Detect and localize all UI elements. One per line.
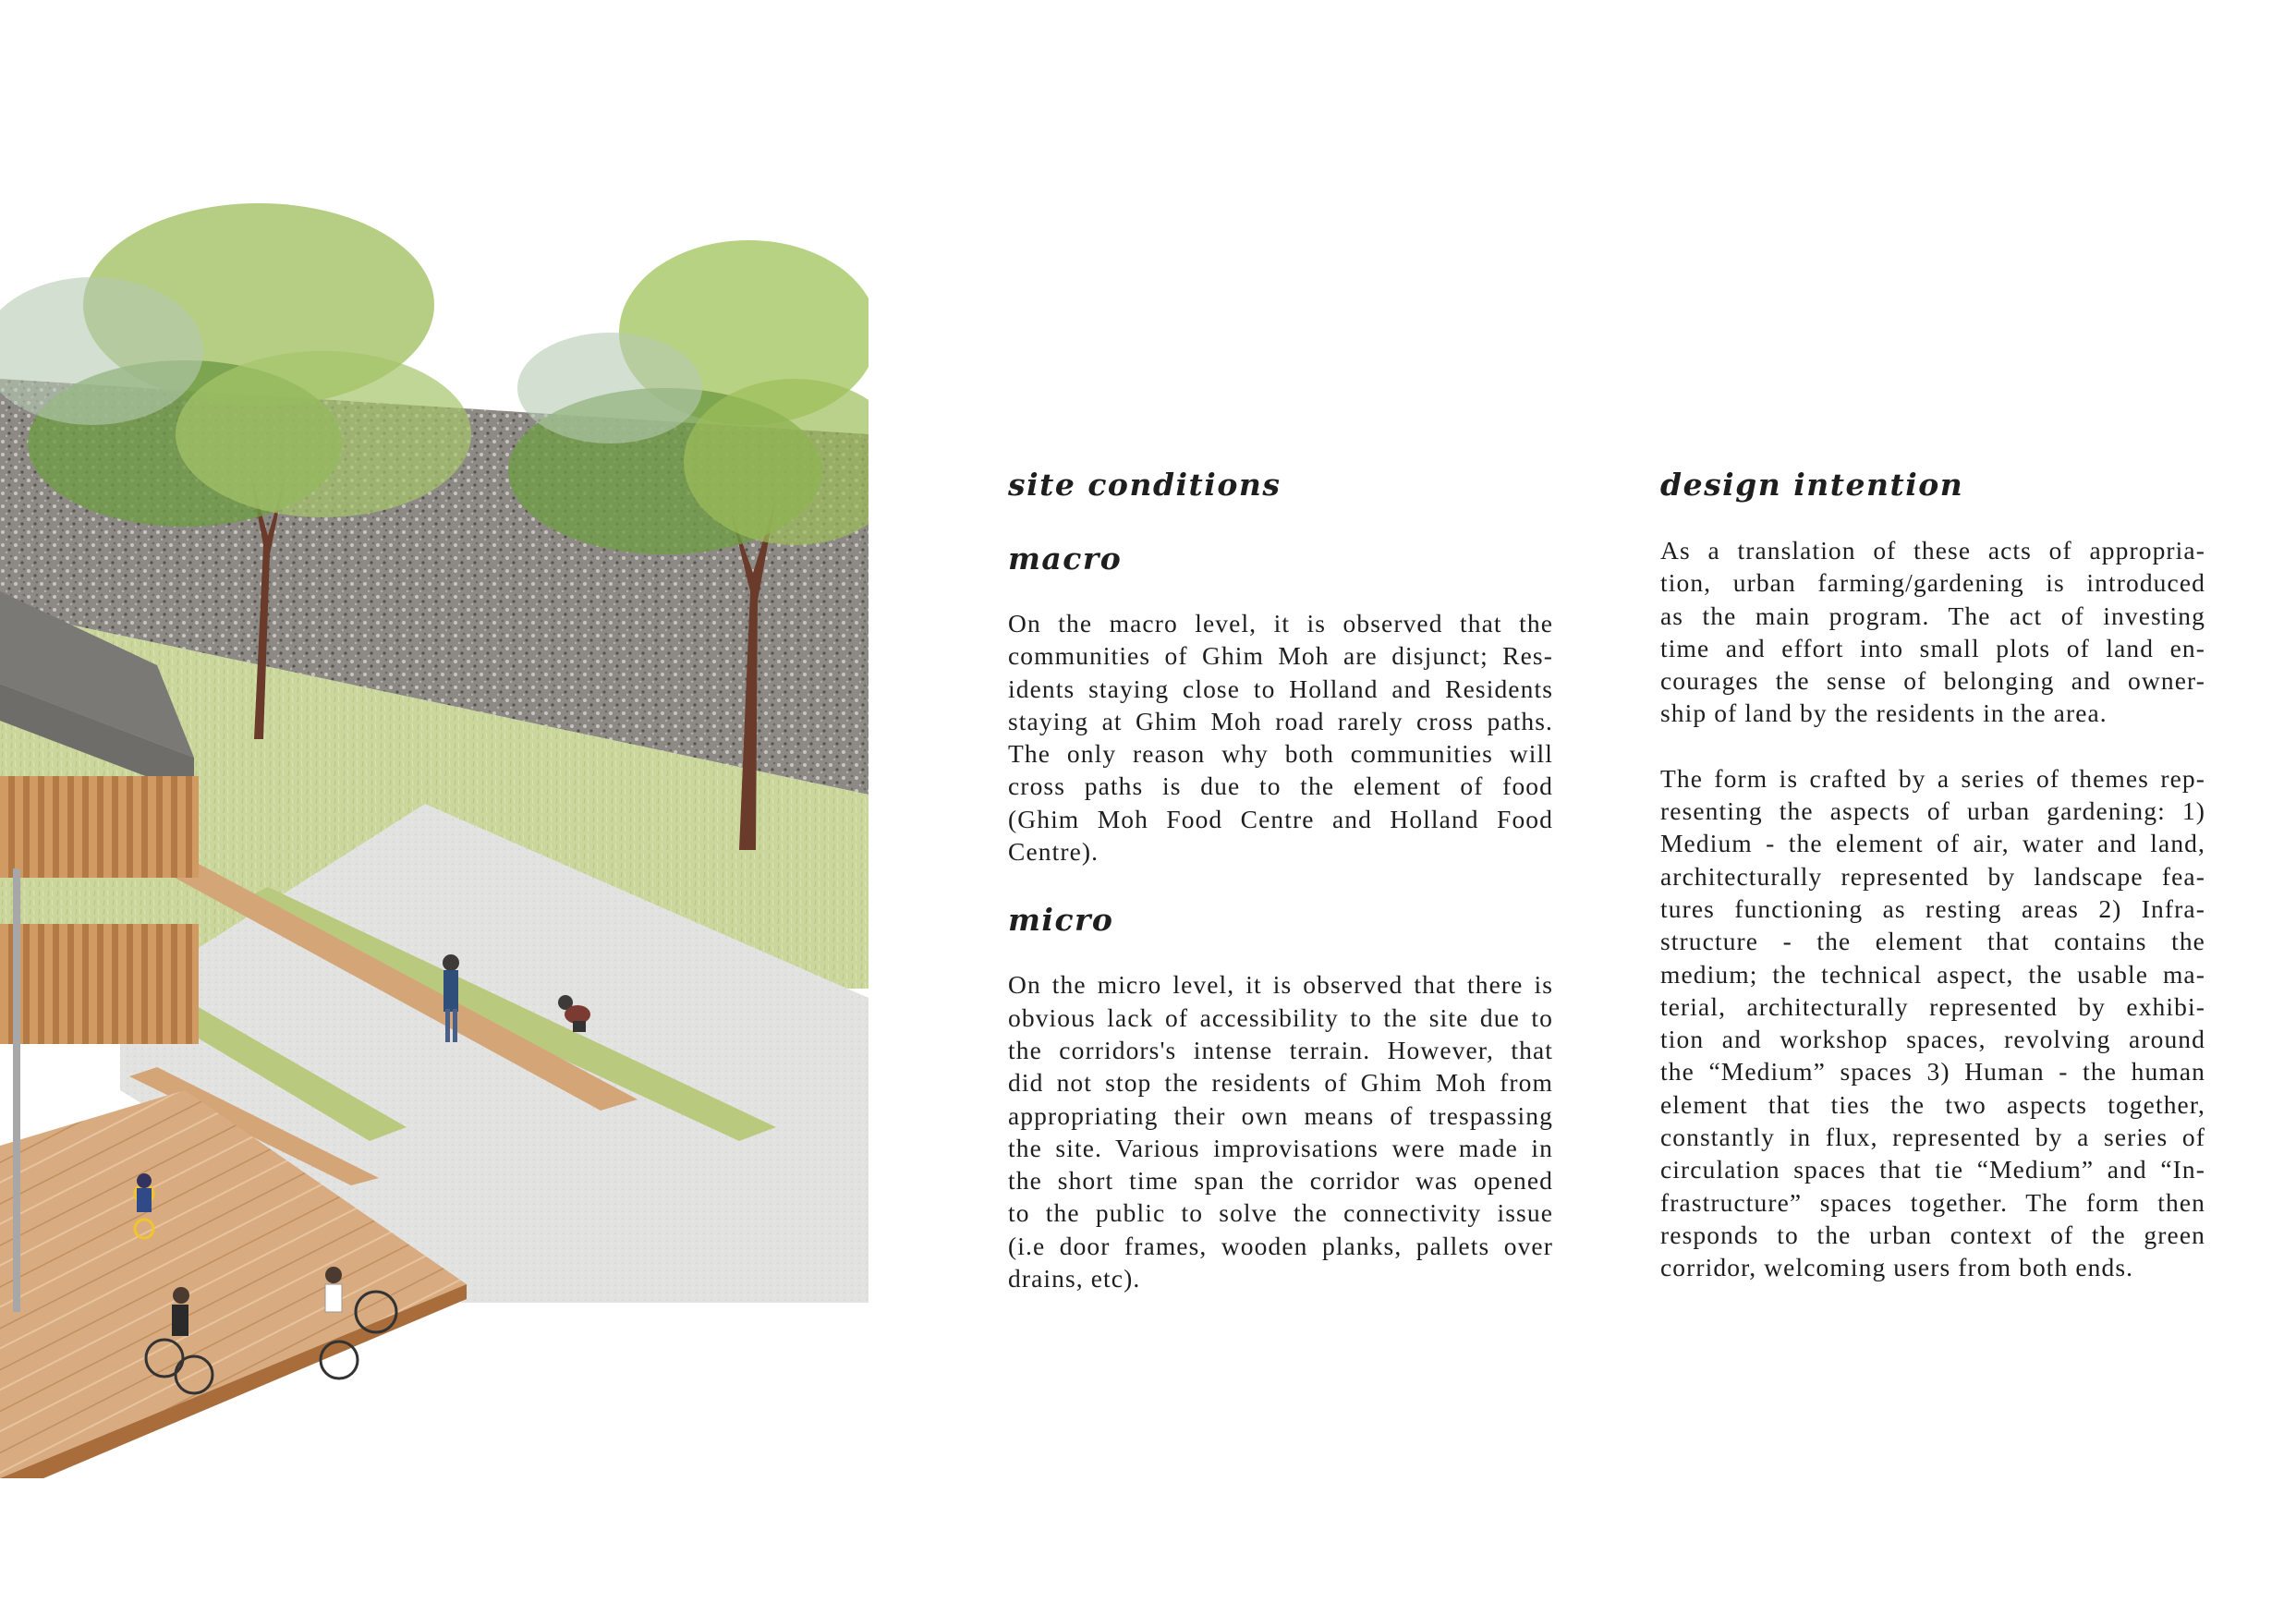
design-intention-paragraph-2: The form is crafted by a series of themes rep- resenting the aspects of urban gardening: 1) Medium - the element of air, water and land, architecturally represented by landscape fea- tures functioning as resting areas 2) Infra- structure - the element that contains the medium; the technical aspect, the usable ma- terial, architecturally represented by exhibi- tion and workshop spaces, revolving around the “Medium” spaces 3) Human - the human element that ties the two aspects together, constantly in flux, represented by a series of circulation spaces that tie “Medium” and “In- frastructure” spaces together. The form then responds to the urban context of the green corridor, welcoming users from both ends. (1660, 763, 2205, 1282)
micro-paragraph: On the micro level, it is observed that there is obvious lack of accessibility to the site due to the corridors's intense terrain. However, that did not stop the residents of Ghim Moh from appropriating their own means of trespassing the site. Various improvisations were made in the short time span the corridor was opened to the public to solve the connectivity issue (i.e door frames, wooden planks, pallets over drains, etc). (1008, 970, 1553, 1293)
site-conditions-column (1008, 462, 1553, 1294)
macro-heading: macro (1008, 540, 1123, 577)
design-intention-paragraph-1: As a translation of these acts of appropria- tion, urban farming/gardening is introduced as the main program. The act of investing time and effort into small plots of land en- courages the sense of belonging and owner- ship of land by the residents in the area. (1660, 536, 2205, 728)
macro-paragraph: On the macro level, it is observed that the communities of Ghim Moh are disjunct; Res- idents staying close to Holland and Residents staying at Ghim Moh road rarely cross paths. The only reason why both communities will cross paths is due to the element of food (Ghim Moh Food Centre and Holland Food Centre). (1008, 609, 1553, 867)
micro-heading: micro (1008, 902, 1114, 939)
design-intention-column (1660, 462, 2205, 1284)
site-conditions-heading: site conditions (1008, 467, 1282, 503)
site-axonometric-illustration (0, 166, 869, 1478)
design-intention-heading: design intention (1660, 467, 1964, 503)
